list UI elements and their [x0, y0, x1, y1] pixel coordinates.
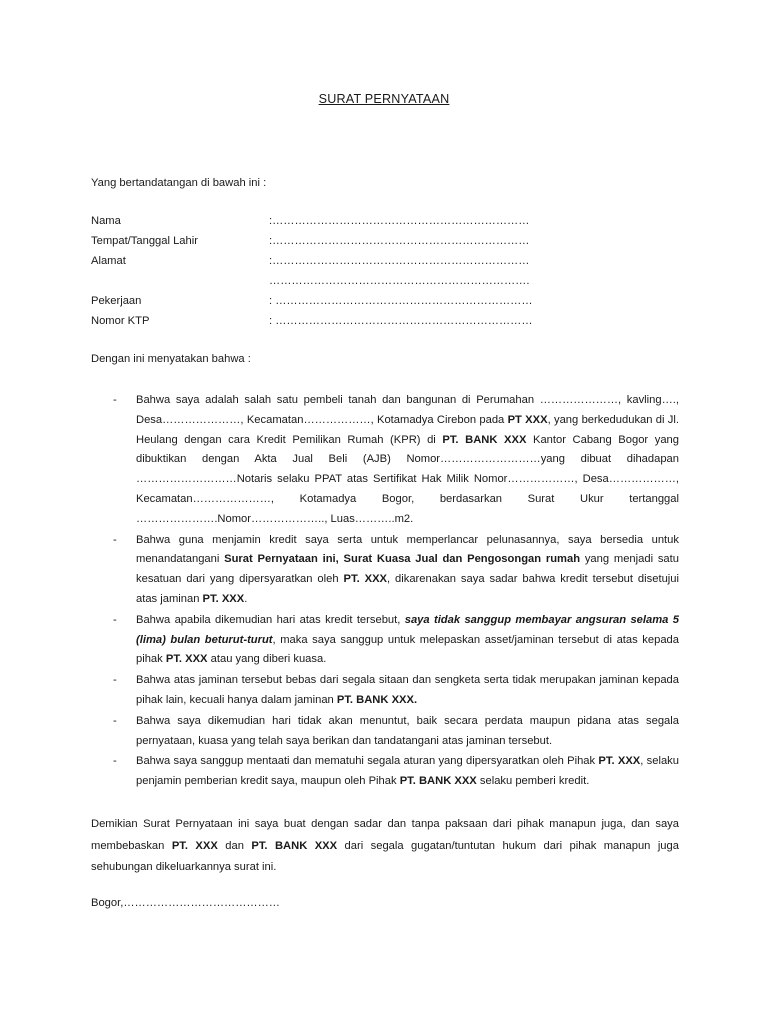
emphasized-text: PT. XXX — [165, 653, 208, 666]
field-label: Alamat — [91, 255, 126, 267]
bullet-dash: - — [113, 394, 117, 406]
field-value: : …………………………………………………………… — [269, 315, 533, 327]
field-tempat-tanggal-lahir — [91, 235, 691, 253]
emphasized-text: PT XXX — [507, 413, 548, 426]
emphasized-text: PT. BANK XXX — [251, 839, 338, 852]
field-label: Tempat/Tanggal Lahir — [91, 235, 198, 247]
text-run: , selaku penjamin pemberian kredit saya, maupun oleh Pihak — [136, 755, 679, 788]
emphasized-text: PT. XXX — [598, 755, 641, 768]
emphasized-text: PT. BANK XXX. — [336, 693, 418, 706]
text-run: Bahwa saya sanggup mentaati dan mematuhi segala aturan yang dipersyaratkan oleh Pihak — [136, 755, 599, 768]
statement-item — [113, 671, 679, 711]
place-date-line: Bogor,…………………………………… — [91, 897, 280, 909]
emphasized-text: Surat Pernyataan ini, Surat Kuasa Jual dan Pengosongan rumah — [224, 553, 581, 566]
statement-list — [113, 391, 679, 793]
document-title: SURAT PERNYATAAN — [318, 92, 450, 106]
text-run: atau yang diberi kuasa. — [207, 653, 327, 666]
text-run: Demikian Surat Pernyataan ini saya buat dengan sadar dan tanpa paksaan dari pihak manapun juga, dan saya membebaskan — [91, 818, 679, 852]
field-label: Pekerjaan — [91, 295, 142, 307]
text-run: Bahwa apabila dikemudian hari atas kredit tersebut, — [136, 613, 405, 626]
statement-text — [136, 614, 679, 666]
statement-text — [136, 394, 679, 525]
statement-text — [136, 674, 679, 706]
field-alamat-continued — [91, 275, 691, 293]
field-value: ……………………………………………………………. — [269, 275, 530, 287]
emphasized-text: PT. XXX — [171, 839, 218, 852]
text-run: . — [244, 592, 248, 605]
text-run: Bahwa saya adalah salah satu pembeli tanah dan bangunan di Perumahan …………………, kavling…., Desa…………………, Kecamatan………………, Kotamadya Cirebon pada — [136, 394, 679, 426]
field-alamat — [91, 255, 691, 273]
statement-intro: Dengan ini menyatakan bahwa : — [91, 353, 251, 365]
text-run: yang menjadi satu kesatuan dari yang dipersyaratkan oleh — [136, 553, 679, 586]
emphasized-text: PT. XXX — [202, 592, 245, 605]
emphasized-text: PT. BANK XXX — [399, 775, 477, 788]
bullet-dash: - — [113, 714, 117, 727]
bullet-dash: - — [113, 613, 117, 626]
statement-item — [113, 531, 679, 610]
closing-paragraph — [91, 814, 679, 879]
text-run: dari segala gugatan/tuntutan hukum dari pihak manapun juga sehubungan dikeluarkannya surat ini. — [91, 839, 679, 873]
text-run: , maka saya sanggup untuk melepaskan asset/jaminan tersebut di atas kepada pihak — [136, 633, 679, 666]
field-label: Nomor KTP — [91, 315, 150, 327]
bullet-dash: - — [113, 674, 117, 687]
text-run: dan — [217, 839, 252, 852]
text-run: Bahwa guna menjamin kredit saya serta untuk memperlancar pelunasannya, saya bersedia untuk menandatangani — [136, 533, 679, 566]
text-run: Bahwa saya dikemudian hari tidak akan menuntut, baik secara perdata maupun pidana atas segala pernyataan, kuasa yang telah saya berikan dan tandatangani atas jaminan tersebut. — [136, 714, 679, 747]
intro-text: Yang bertandatangan di bawah ini : — [91, 177, 267, 189]
bullet-dash: - — [113, 533, 117, 546]
emphasized-text: PT. XXX — [343, 573, 387, 586]
text-run: , yang berkedudukan di Jl. Heulang dengan cara Kredit Pemilikan Rumah (KPR) di — [136, 413, 679, 446]
field-value: :…………………………………………………………… — [269, 215, 530, 227]
statement-item — [113, 611, 679, 670]
field-nama — [91, 215, 691, 233]
text-run: , dikarenakan saya sadar bahwa kredit tersebut disetujui atas jaminan — [136, 573, 679, 605]
bullet-dash: - — [113, 755, 117, 768]
statement-text — [136, 534, 679, 605]
field-label: Nama — [91, 215, 121, 227]
text-run: Kantor Cabang Bogor yang dibuktikan dengan Akta Jual Beli (AJB) Nomor………………………yang dibuat dihadapan ………………………Notaris selaku PPAT atas Sertifikat Hak Milik Nomor………………, Desa………………, Kecamatan…………………, Kotamadya Bogor, berdasarkan Surat Ukur tertanggal ………………….Nomor……………….., Luas………..m2. — [136, 433, 679, 525]
text-run: Bahwa atas jaminan tersebut bebas dari segala sitaan dan sengketa serta tidak merupakan jaminan kepada pihak lain, kecuali hanya dalam jaminan — [136, 674, 679, 706]
statement-item — [113, 712, 679, 752]
field-value: :…………………………………………………………… — [269, 235, 530, 247]
emphasized-text: saya tidak sanggup membayar angsuran selama 5 (lima) bulan beturut-turut — [136, 613, 679, 646]
text-run: selaku pemberi kredit. — [476, 775, 590, 788]
statement-item — [113, 391, 679, 530]
field-value: : …………………………………………………………… — [269, 295, 533, 307]
field-pekerjaan — [91, 295, 691, 313]
emphasized-text: PT. BANK XXX — [442, 433, 527, 446]
statement-text — [136, 715, 679, 747]
statement-text — [136, 755, 679, 787]
field-nomor-ktp — [91, 315, 691, 333]
field-value: :…………………………………………………………… — [269, 255, 530, 267]
statement-item — [113, 752, 679, 792]
